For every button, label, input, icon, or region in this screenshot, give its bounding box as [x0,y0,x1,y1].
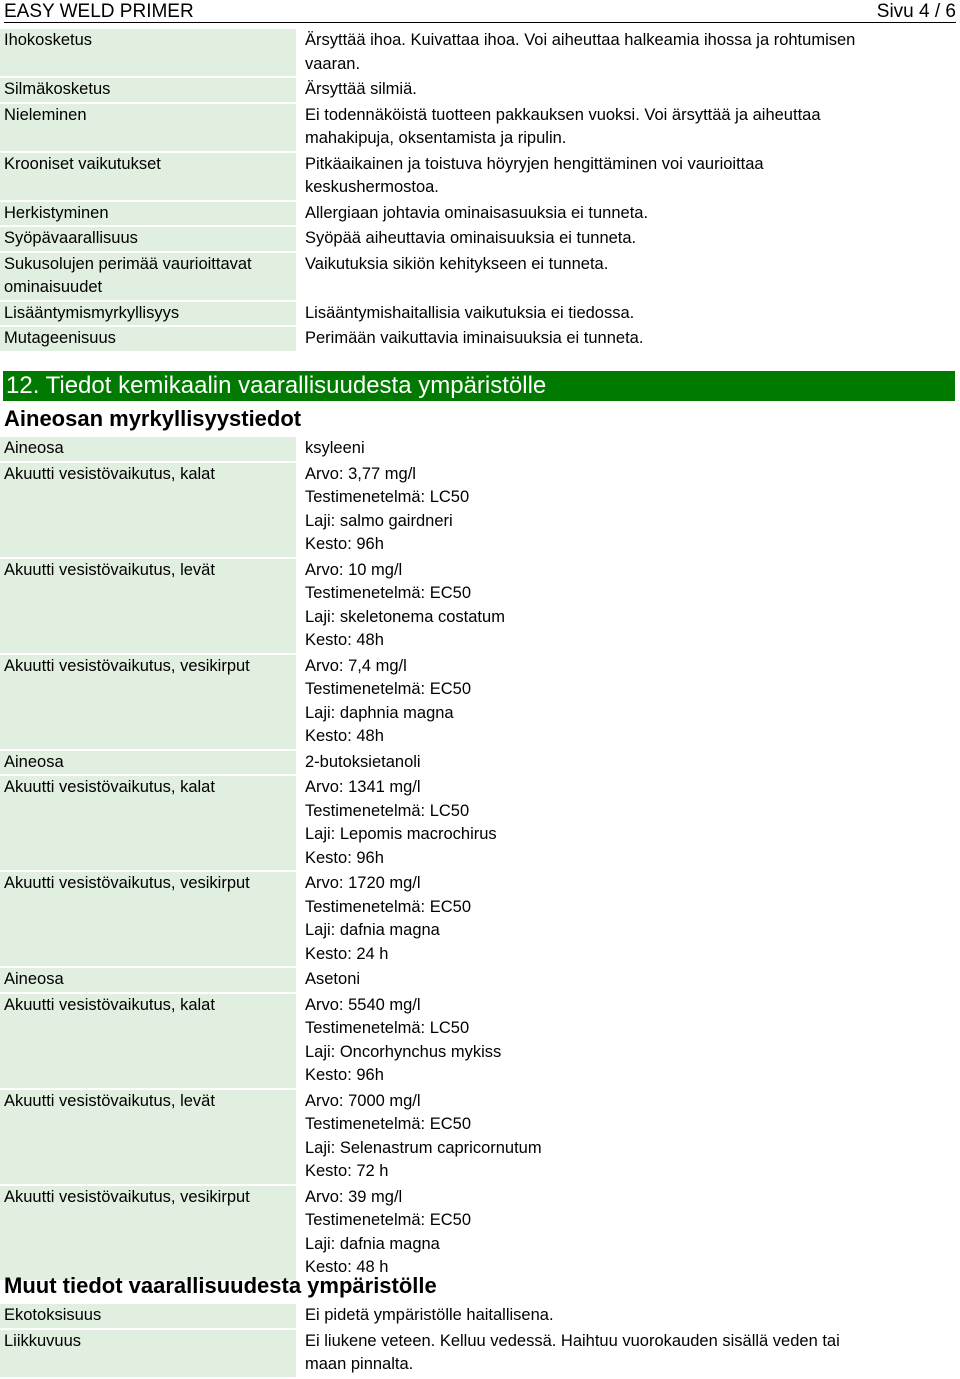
value-line: Arvo: 5540 mg/l [305,995,421,1014]
table-row [0,968,960,992]
other-environmental-table [0,1304,960,1379]
value-line: ksyleeni [305,439,365,457]
other-environmental-heading: Muut tiedot vaarallisuudesta ympäristölle [4,1273,437,1298]
row-value [301,227,960,251]
row-label: Akuutti vesistövaikutus, vesikirput [0,872,296,966]
page-header [4,0,956,23]
row-label: Mutageenisuus [0,327,296,351]
table-row [0,227,960,251]
row-value [301,104,960,151]
row-value [301,1330,960,1377]
value-line: Laji: dafnia magna [305,921,440,939]
table-row [0,1186,960,1280]
row-label: Herkistyminen [0,202,296,226]
table-row [0,437,960,461]
table-row [0,78,960,102]
row-value [301,559,960,653]
table-row [0,751,960,775]
row-label: Ihokosketus [0,29,296,76]
row-label: Nieleminen [0,104,296,151]
value-line: Perimään vaikuttavia iminaisuuksia ei tunneta. [305,329,644,347]
table-row [0,253,960,300]
value-line: Ei todennäköistä tuotteen pakkauksen vuoksi. Voi ärsyttää ja aiheuttaa [305,105,821,124]
value-line: Testimenetelmä: EC50 [305,680,471,698]
row-label: Krooniset vaikutukset [0,153,296,200]
value-line: Testimenetelmä: LC50 [305,488,470,506]
value-line: Ärsyttää ihoa. Kuivattaa ihoa. Voi aiheuttaa halkeamia ihossa ja rohtumisen [305,31,856,49]
row-value [301,1304,960,1328]
row-value [301,1090,960,1184]
value-line: Arvo: 7,4 mg/l [305,656,407,675]
value-line: Kesto: 96h [305,535,384,553]
row-label: Akuutti vesistövaikutus, levät [0,559,296,653]
table-row [0,559,960,653]
value-line: Laji: skeletonema costatum [305,607,505,626]
value-line: Kesto: 24 h [305,944,389,963]
table-row [0,202,960,226]
value-line: Arvo: 10 mg/l [305,560,403,579]
row-value [301,302,960,326]
value-line: Testimenetelmä: EC50 [305,1211,471,1229]
table-row [0,655,960,749]
value-line: Laji: dafnia magna [305,1234,440,1253]
row-value [301,994,960,1088]
value-line: mahakipuja, oksentamista ja ripulin. [305,129,567,147]
row-label: Aineosa [0,751,296,775]
row-label: Akuutti vesistövaikutus, vesikirput [0,655,296,749]
value-line: Ei pidetä ympäristölle haitallisena. [305,1306,554,1324]
row-label: Sukusolujen perimää vaurioittavat ominaisuudet [0,253,296,300]
component-toxicity-heading: Aineosan myrkyllisyystiedot [4,406,302,431]
value-line: Kesto: 48h [305,631,384,649]
value-line: Lisääntymishaitallisia vaikutuksia ei tiedossa. [305,303,635,322]
table-row [0,994,960,1088]
table-row [0,104,960,151]
table-row [0,1090,960,1184]
value-line: Allergiaan johtavia ominaisasuuksia ei tunneta. [305,203,649,222]
row-label: Akuutti vesistövaikutus, kalat [0,463,296,557]
value-line: Testimenetelmä: EC50 [305,1115,471,1133]
value-line: Asetoni [305,970,361,988]
value-line: Testimenetelmä: LC50 [305,801,470,820]
value-line: Pitkäaikainen ja toistuva höyryjen hengittäminen voi vaurioittaa [305,154,764,173]
value-line: Laji: Lepomis macrochirus [305,825,497,843]
component-toxicity-table [0,437,960,1282]
document-title: EASY WELD PRIMER [4,1,194,22]
row-value [301,968,960,992]
value-line: Kesto: 96h [305,848,384,867]
section-12-heading: 12. Tiedot kemikaalin vaarallisuudesta ympäristölle [3,371,955,401]
table-row [0,872,960,966]
row-value [301,463,960,557]
row-value [301,327,960,351]
value-line: Testimenetelmä: EC50 [305,584,471,602]
value-line: Laji: Oncorhynchus mykiss [305,1042,502,1061]
value-line: Testimenetelmä: LC50 [305,1019,470,1037]
value-line: Laji: daphnia magna [305,703,454,722]
value-line: Ei liukene veteen. Kelluu vedessä. Haihtuu vuorokauden sisällä veden tai [305,1331,840,1350]
row-label: Akuutti vesistövaikutus, levät [0,1090,296,1184]
row-value [301,253,960,300]
value-line: Testimenetelmä: EC50 [305,897,471,916]
row-label: Akuutti vesistövaikutus, kalat [0,994,296,1088]
value-line: Arvo: 7000 mg/l [305,1091,421,1110]
row-value [301,776,960,870]
row-label: Akuutti vesistövaikutus, vesikirput [0,1186,296,1280]
value-line: Arvo: 1720 mg/l [305,874,421,892]
table-row [0,1304,960,1328]
row-value [301,78,960,102]
value-line: Arvo: 1341 mg/l [305,778,421,796]
value-line: Laji: salmo gairdneri [305,511,453,530]
page-number: Sivu 4 / 6 [876,1,956,22]
table-row [0,327,960,351]
value-line: Arvo: 3,77 mg/l [305,464,416,483]
table-row [0,302,960,326]
row-label: Lisääntymismyrkyllisyys [0,302,296,326]
value-line: Ärsyttää silmiä. [305,80,417,98]
value-line: Arvo: 39 mg/l [305,1187,403,1206]
value-line: 2-butoksietanoli [305,752,421,771]
health-effects-table [0,29,960,353]
value-line: Syöpää aiheuttavia ominaisuuksia ei tunneta. [305,229,637,247]
row-value [301,872,960,966]
row-value [301,153,960,200]
table-row [0,29,960,76]
value-line: Kesto: 48h [305,727,384,745]
row-value [301,437,960,461]
table-row [0,776,960,870]
row-value [301,1186,960,1280]
value-line: Kesto: 72 h [305,1162,389,1180]
row-label: Syöpävaarallisuus [0,227,296,251]
table-row [0,153,960,200]
row-label: Akuutti vesistövaikutus, kalat [0,776,296,870]
value-line: Vaikutuksia sikiön kehitykseen ei tunneta. [305,254,609,273]
row-label: Liikkuvuus [0,1330,296,1377]
value-line: Kesto: 96h [305,1066,384,1084]
row-value [301,29,960,76]
row-label: Aineosa [0,968,296,992]
value-line: vaaran. [305,54,361,73]
value-line: keskushermostoa. [305,178,439,196]
row-value [301,202,960,226]
row-value [301,751,960,775]
table-row [0,463,960,557]
row-label: Ekotoksisuus [0,1304,296,1328]
table-row [0,1330,960,1377]
value-line: maan pinnalta. [305,1355,414,1373]
row-label: Silmäkosketus [0,78,296,102]
row-value [301,655,960,749]
value-line: Kesto: 48 h [305,1258,389,1276]
value-line: Laji: Selenastrum capricornutum [305,1138,542,1157]
row-label: Aineosa [0,437,296,461]
